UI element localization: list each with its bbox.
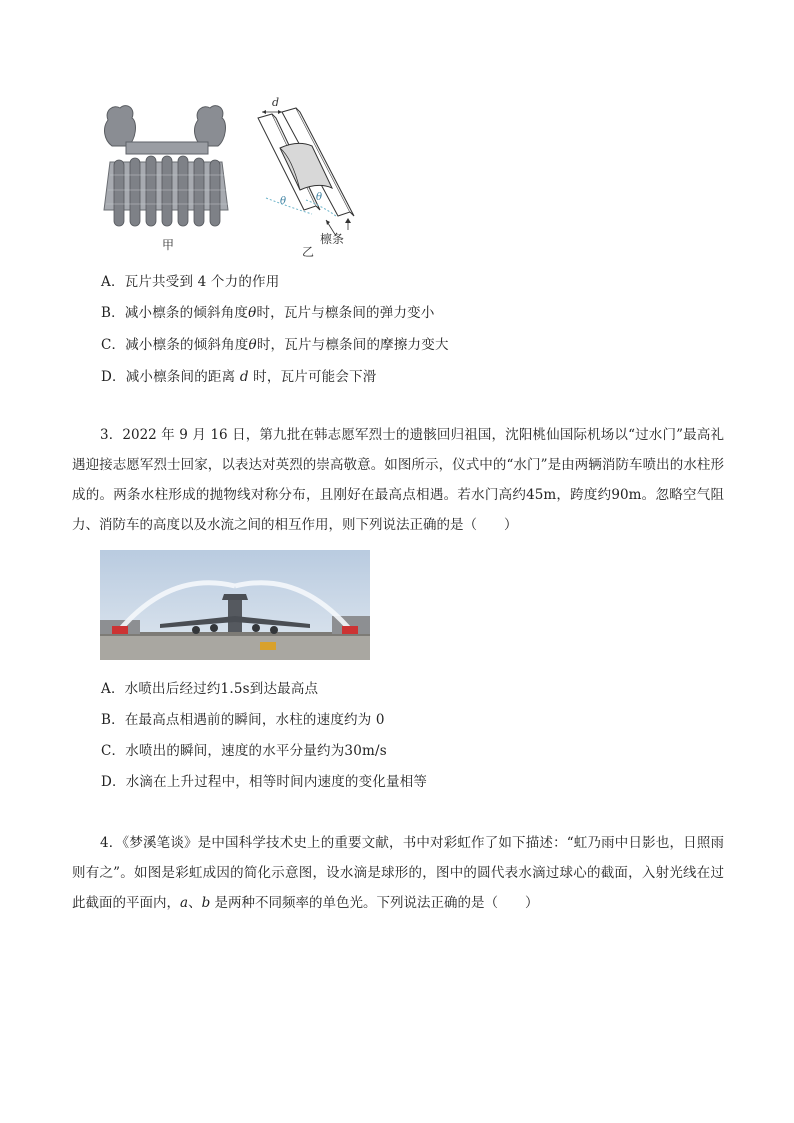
q3-option-b: B．在最高点相遇前的瞬间，水柱的速度约为 0 [101,712,385,728]
q2-option-b-suffix: 时，瓦片与檩条间的弹力变小 [256,305,435,321]
angle-label-theta-right: θ [316,192,323,203]
q2-option-d [101,365,376,385]
roof-tiles-figure [100,100,232,230]
q3-option-c: C．水喷出的瞬间，速度的水平分量约为30m/s [101,743,387,759]
purlin-diagram [252,96,362,246]
q2-option-b [101,301,435,321]
q4-var-b: b [201,895,211,911]
q2-option-c-prefix: C．减小檩条的倾斜角度 [101,337,249,353]
q2-option-a [101,270,279,290]
angle-label-theta-left: θ [280,196,287,207]
q4-var-a: a [180,895,189,911]
q2-option-c [101,333,449,353]
q2-option-b-prefix: B．减小檩条的倾斜角度 [101,305,249,321]
figure-caption-jia: 甲 [162,238,175,252]
dimension-label-d: d [272,96,280,109]
q3-option-a: A．水喷出后经过约1.5s到达最高点 [101,681,319,697]
figure-caption-yi: 乙 [302,245,315,259]
q2-option-b-var: θ [248,305,257,321]
q4-stem-tail: 是两种不同频率的单色光。下列说法正确的是（ ） [210,895,539,911]
q2-option-c-suffix: 时，瓦片与檩条间的摩擦力变大 [256,337,449,353]
q4-separator: 、 [188,895,202,911]
q3-option-d: D．水滴在上升过程中，相等时间内速度的变化量相等 [101,774,428,790]
q2-option-d-var: d [239,369,249,385]
purlin-label: 檩条 [320,232,345,246]
q4-stem-text: 4．《梦溪笔谈》是中国科学技术史上的重要文献，书中对彩虹作了如下描述：“虹乃雨中日影也，日照雨则有之”。如图是彩虹成因的简化示意图，设水滴是球形的，图中的圆代表水滴过球心的截面，入射光线在过此截面的平面内， [72,835,724,911]
q2-option-d-suffix: 时，瓦片可能会下滑 [248,369,377,385]
q2-option-a-text: A．瓦片共受到 4 个力的作用 [101,274,280,290]
q2-option-d-prefix: D．减小檩条间的距离 [101,369,240,385]
water-salute-photo [100,550,370,660]
q3-stem: 3．2022 年 9 月 16 日，第九批在韩志愿军烈士的遗骸回归祖国，沈阳桃仙国际机场以“过水门”最高礼遇迎接志愿军烈士回家，以表达对英烈的崇高敬意。如图所示，仪式中的“水门”是由两辆消防车喷出的水柱形成的。两条水柱形成的抛物线对称分布，且刚好在最高点相遇。若水门高约45m，跨度约90m。忽略空气阻力、消防车的高度以及水流之间的相互作用，则下列说法正确的是（ ） [72,427,724,533]
q2-option-c-var: θ [248,337,257,353]
q4-stem [72,828,724,918]
